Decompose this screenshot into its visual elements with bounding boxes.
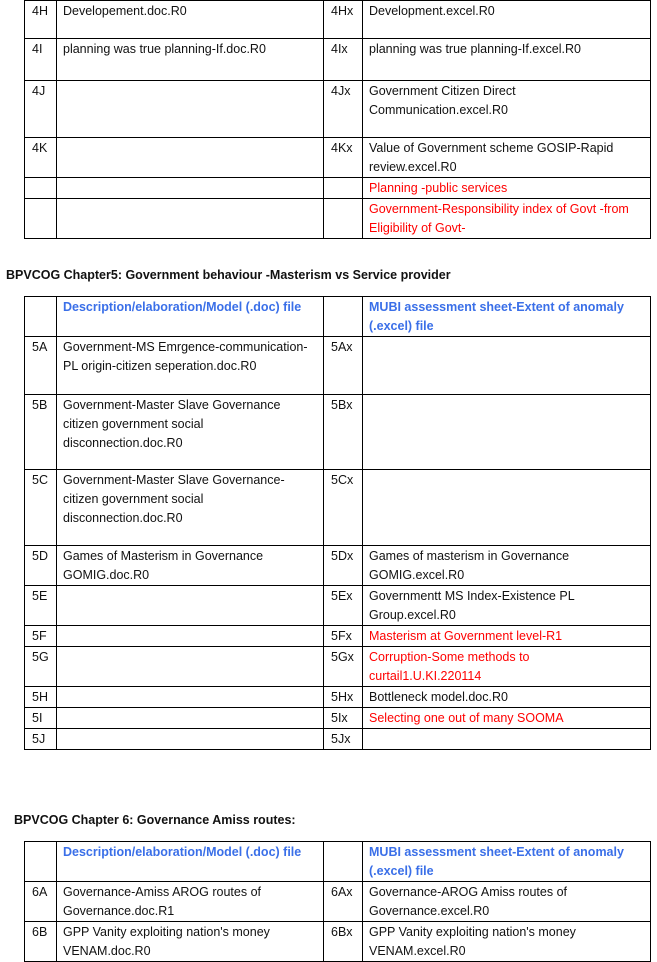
doc-file-cell bbox=[57, 138, 324, 178]
doc-file-cell bbox=[57, 647, 324, 687]
table-header-row bbox=[25, 297, 651, 337]
row-xcode-cell: 5Ex bbox=[324, 586, 363, 626]
excel-file-cell: Bottleneck model.doc.R0 bbox=[363, 687, 651, 708]
chapter5-table-body bbox=[25, 337, 651, 750]
row-xcode-cell: 5Dx bbox=[324, 546, 363, 586]
doc-file-cell: Developement.doc.R0 bbox=[57, 1, 324, 39]
row-xcode-cell: 4Ix bbox=[324, 39, 363, 81]
excel-file-cell: Masterism at Government level-R1 bbox=[363, 626, 651, 647]
row-xcode-cell: 4Kx bbox=[324, 138, 363, 178]
chapter6-file-table bbox=[24, 841, 651, 962]
row-xcode-cell: 5Fx bbox=[324, 626, 363, 647]
row-xcode-cell: 5Bx bbox=[324, 395, 363, 470]
row-xcode-cell bbox=[324, 199, 363, 239]
row-code-cell: 6B bbox=[25, 922, 57, 962]
row-code-cell: 5D bbox=[25, 546, 57, 586]
row-xcode-cell: 5Gx bbox=[324, 647, 363, 687]
header-code-cell bbox=[25, 297, 57, 337]
row-xcode-cell: 6Bx bbox=[324, 922, 363, 962]
doc-file-cell: Government-Master Slave Governance-citizen government social disconnection.doc.R0 bbox=[57, 470, 324, 546]
row-xcode-cell: 4Hx bbox=[324, 1, 363, 39]
excel-file-cell: Selecting one out of many SOOMA bbox=[363, 708, 651, 729]
table-row bbox=[25, 81, 651, 138]
doc-file-cell bbox=[57, 729, 324, 750]
row-code-cell: 5F bbox=[25, 626, 57, 647]
doc-file-cell: Governance-Amiss AROG routes of Governance.doc.R1 bbox=[57, 882, 324, 922]
table-row bbox=[25, 922, 651, 962]
row-code-cell: 5G bbox=[25, 647, 57, 687]
row-xcode-cell: 5Ix bbox=[324, 708, 363, 729]
doc-file-cell bbox=[57, 81, 324, 138]
row-xcode-cell: 5Jx bbox=[324, 729, 363, 750]
row-xcode-cell: 5Cx bbox=[324, 470, 363, 546]
excel-file-cell: Development.excel.R0 bbox=[363, 1, 651, 39]
excel-file-cell: GPP Vanity exploiting nation's money VENAM.excel.R0 bbox=[363, 922, 651, 962]
excel-file-cell: Planning -public services bbox=[363, 178, 651, 199]
excel-file-cell: Government-Responsibility index of Govt -from Eligibility of Govt- bbox=[363, 199, 651, 239]
row-code-cell bbox=[25, 199, 57, 239]
excel-file-cell bbox=[363, 337, 651, 395]
doc-file-cell: planning was true planning-If.doc.R0 bbox=[57, 39, 324, 81]
doc-file-cell bbox=[57, 708, 324, 729]
doc-file-cell bbox=[57, 687, 324, 708]
doc-file-cell bbox=[57, 199, 324, 239]
doc-file-cell: Government-Master Slave Governance citizen government social disconnection.doc.R0 bbox=[57, 395, 324, 470]
excel-file-cell: Governance-AROG Amiss routes of Governance.excel.R0 bbox=[363, 882, 651, 922]
header-xcode-cell bbox=[324, 297, 363, 337]
row-xcode-cell: 5Ax bbox=[324, 337, 363, 395]
chapter5-heading-text: BPVCOG Chapter5: Government behaviour -Masterism vs Service provider bbox=[6, 268, 451, 282]
row-code-cell: 5E bbox=[25, 586, 57, 626]
table-row bbox=[25, 546, 651, 586]
row-xcode-cell bbox=[324, 178, 363, 199]
row-code-cell: 6A bbox=[25, 882, 57, 922]
table-row bbox=[25, 708, 651, 729]
doc-file-cell bbox=[57, 178, 324, 199]
table-row bbox=[25, 626, 651, 647]
header-doc-column: Description/elaboration/Model (.doc) file bbox=[57, 297, 324, 337]
row-code-cell: 5C bbox=[25, 470, 57, 546]
header-xcode-cell bbox=[324, 842, 363, 882]
excel-file-cell: Governmentt MS Index-Existence PL Group.excel.R0 bbox=[363, 586, 651, 626]
header-excel-column: MUBI assessment sheet-Extent of anomaly (.excel) file bbox=[363, 297, 651, 337]
header-excel-column: MUBI assessment sheet-Extent of anomaly (.excel) file bbox=[363, 842, 651, 882]
table-row bbox=[25, 647, 651, 687]
excel-file-cell: planning was true planning-If.excel.R0 bbox=[363, 39, 651, 81]
row-code-cell: 4I bbox=[25, 39, 57, 81]
row-code-cell: 5H bbox=[25, 687, 57, 708]
row-code-cell: 5I bbox=[25, 708, 57, 729]
chapter4-file-table bbox=[24, 0, 651, 239]
chapter6-table-body bbox=[25, 882, 651, 962]
doc-file-cell: GPP Vanity exploiting nation's money VENAM.doc.R0 bbox=[57, 922, 324, 962]
table-row bbox=[25, 138, 651, 178]
row-xcode-cell: 4Jx bbox=[324, 81, 363, 138]
row-code-cell: 5A bbox=[25, 337, 57, 395]
excel-file-cell bbox=[363, 395, 651, 470]
table-row bbox=[25, 337, 651, 395]
table-row bbox=[25, 586, 651, 626]
row-xcode-cell: 5Hx bbox=[324, 687, 363, 708]
table-row bbox=[25, 729, 651, 750]
chapter4-table-body bbox=[25, 1, 651, 239]
doc-file-cell bbox=[57, 586, 324, 626]
excel-file-cell bbox=[363, 470, 651, 546]
row-xcode-cell: 6Ax bbox=[324, 882, 363, 922]
doc-file-cell: Games of Masterism in Governance GOMIG.doc.R0 bbox=[57, 546, 324, 586]
chapter6-heading-text: BPVCOG Chapter 6: Governance Amiss routes: bbox=[14, 813, 296, 827]
table-row bbox=[25, 470, 651, 546]
excel-file-cell: Government Citizen Direct Communication.excel.R0 bbox=[363, 81, 651, 138]
row-code-cell: 4K bbox=[25, 138, 57, 178]
chapter5-file-table bbox=[24, 296, 651, 750]
table-header-row bbox=[25, 842, 651, 882]
excel-file-cell: Games of masterism in Governance GOMIG.excel.R0 bbox=[363, 546, 651, 586]
row-code-cell: 4H bbox=[25, 1, 57, 39]
table-row bbox=[25, 882, 651, 922]
excel-file-cell bbox=[363, 729, 651, 750]
header-code-cell bbox=[25, 842, 57, 882]
table-row bbox=[25, 199, 651, 239]
table-row bbox=[25, 178, 651, 199]
chapter5-heading bbox=[6, 268, 451, 282]
excel-file-cell: Value of Government scheme GOSIP-Rapid review.excel.R0 bbox=[363, 138, 651, 178]
table-row bbox=[25, 687, 651, 708]
doc-file-cell bbox=[57, 626, 324, 647]
table-row bbox=[25, 395, 651, 470]
row-code-cell: 5B bbox=[25, 395, 57, 470]
chapter6-heading bbox=[14, 813, 296, 827]
row-code-cell bbox=[25, 178, 57, 199]
table-row bbox=[25, 1, 651, 39]
header-doc-column: Description/elaboration/Model (.doc) file bbox=[57, 842, 324, 882]
doc-file-cell: Government-MS Emrgence-communication-PL origin-citizen seperation.doc.R0 bbox=[57, 337, 324, 395]
excel-file-cell: Corruption-Some methods to curtail1.U.KI.220114 bbox=[363, 647, 651, 687]
table-row bbox=[25, 39, 651, 81]
row-code-cell: 5J bbox=[25, 729, 57, 750]
row-code-cell: 4J bbox=[25, 81, 57, 138]
